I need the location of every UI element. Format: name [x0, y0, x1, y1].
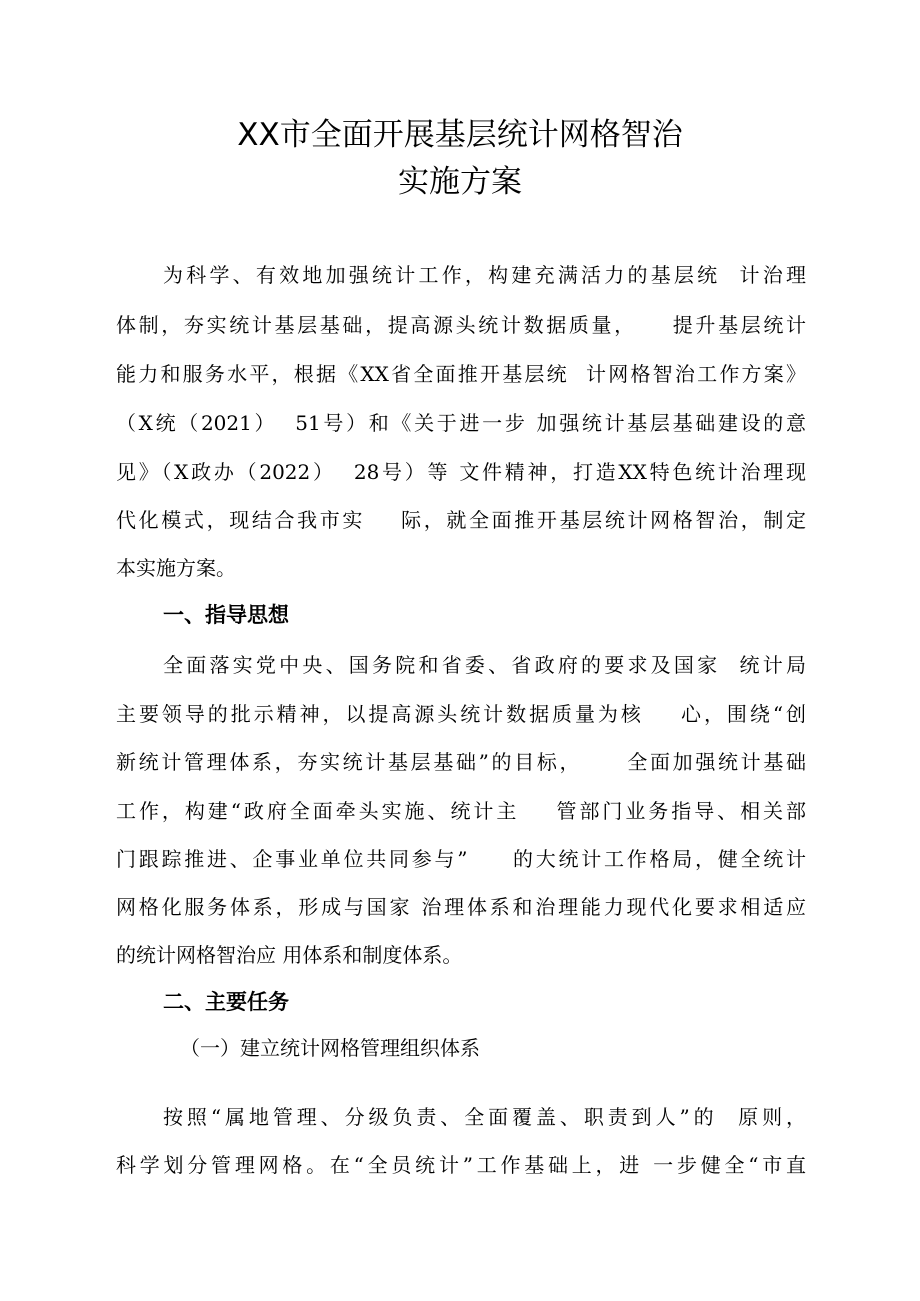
section1-line-4: 工作，构建“政府全面牵头实施、统计主 管部门业务指导、相关部 — [116, 799, 806, 823]
document-title-line-1: XX市全面开展基层统计网格智治 — [237, 117, 683, 153]
intro-line-2: 体制，夯实统计基层基础，提高源头统计数据质量， 提升基层统计 — [116, 313, 806, 337]
section1-line-7: 的统计网格智治应 用体系和制度体系。 — [116, 943, 463, 967]
section2-line-1: 按照“属地管理、分级负责、全面覆盖、职责到人”的 原则， — [163, 1105, 806, 1129]
intro-line-6: 代化模式，现结合我市实 际，就全面推开基层统计网格智治，制定 — [116, 508, 806, 532]
section1-line-1: 全面落实党中央、国务院和省委、省政府的要求及国家 统计局 — [163, 653, 806, 677]
section1-line-3: 新统计管理体系，夯实统计基层基础”的目标， 全面加强统计基础 — [116, 750, 806, 774]
section1-line-2: 主要领导的批示精神，以提高源头统计数据质量为核 心，围绕“创 — [116, 702, 806, 726]
section1-line-6: 网格化服务体系，形成与国家 治理体系和治理能力现代化要求相适应 — [116, 895, 806, 919]
document-title-line-2: 实施方案 — [398, 164, 522, 200]
section1-line-5: 门跟踪推进、企事业单位共同参与” 的大统计工作格局，健全统计 — [116, 847, 806, 871]
intro-line-7: 本实施方案。 — [116, 556, 236, 580]
intro-line-3: 能力和服务水平，根据《XX省全面推开基层统 计网格智治工作方案》 — [116, 362, 806, 386]
section2-line-2: 科学划分管理网格。在“全员统计”工作基础上，进 一步健全“市直 — [116, 1153, 806, 1177]
section-heading-guiding-ideology: 一、指导思想 — [163, 603, 289, 627]
section-heading-main-tasks: 二、主要任务 — [163, 990, 289, 1014]
intro-line-4: （X统（2021） 51号）和《关于进一步 加强统计基层基础建设的意 — [116, 411, 806, 435]
subsection-heading-1: （一）建立统计网格管理组织体系 — [180, 1036, 480, 1060]
intro-line-1: 为科学、有效地加强统计工作，构建充满活力的基层统 计治理 — [163, 263, 806, 287]
intro-line-5: 见》（X政办（2022） 28号）等 文件精神，打造XX特色统计治理现 — [116, 460, 806, 484]
